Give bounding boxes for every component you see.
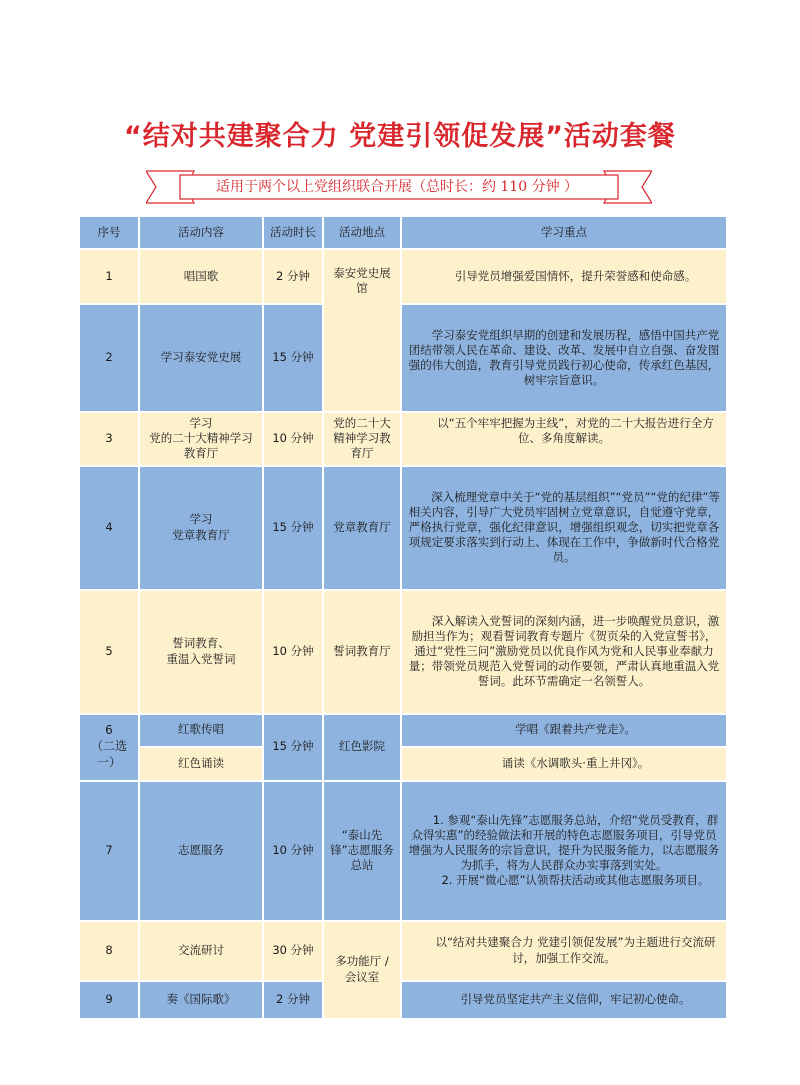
row-duration: 10 分钟 [263, 590, 323, 714]
row-content: 志愿服务 [139, 781, 263, 921]
row-content: 红歌传唱 [139, 714, 263, 747]
focus-text: 学习泰安党组织早期的创建和发展历程，感悟中国共产党团结带领人民在革命、建设、改革、发展中自立自强、奋发图强的伟大创造，教育引导党员践行初心使命，传承红色基因，树牢宗旨意识。 [408, 327, 720, 388]
row-content: 交流研讨 [139, 921, 263, 981]
header-content: 活动内容 [139, 216, 263, 249]
header-no: 序号 [79, 216, 139, 249]
row-duration: 15 分钟 [263, 304, 323, 412]
table-row [79, 921, 727, 981]
table-row [79, 714, 727, 747]
row-duration: 15 分钟 [263, 714, 323, 781]
row-content: 誓词教育、 重温入党誓词 [139, 590, 263, 714]
row-no: 7 [79, 781, 139, 921]
row-focus [401, 781, 727, 921]
table-row [79, 590, 727, 714]
row-focus [401, 590, 727, 714]
row-focus [401, 714, 727, 747]
row-location: 红色影院 [323, 714, 401, 781]
activity-table [78, 215, 728, 1020]
row-content: 学习 党章教育厅 [139, 466, 263, 590]
row-location: 多功能厅 / 会议室 [323, 921, 401, 1019]
table-row [79, 412, 727, 466]
page-title: “结对共建聚合力 党建引领促发展”活动套餐 [124, 121, 676, 152]
row-no: 4 [79, 466, 139, 590]
row-no: 3 [79, 412, 139, 466]
row-location: “泰山先锋”志愿服务总站 [323, 781, 401, 921]
table-row [79, 981, 727, 1019]
header-location: 活动地点 [323, 216, 401, 249]
focus-text: 1. 参观“泰山先锋”志愿服务总站，介绍“党员受教育，群众得实惠”的经验做法和开展的特色志愿服务项目，引导党员增强为人民服务的宗旨意识，提升为民服务能力，以志愿服务为抓手，将为人民群众办实事落到实处。 [408, 812, 720, 873]
row-no: 6 （二选一） [79, 714, 139, 781]
row-duration: 15 分钟 [263, 466, 323, 590]
focus-text: 引导党员坚定共产主义信仰，牢记初心使命。 [460, 991, 691, 1006]
row-no: 8 [79, 921, 139, 981]
table-row [79, 747, 727, 781]
row-focus [401, 249, 727, 304]
row-duration: 2 分钟 [263, 981, 323, 1019]
row-duration: 10 分钟 [263, 781, 323, 921]
row-location: 党章教育厅 [323, 466, 401, 590]
table-row [79, 466, 727, 590]
row-no: 1 [79, 249, 139, 304]
row-no: 9 [79, 981, 139, 1019]
row-location: 泰安党史展馆 [323, 249, 401, 412]
focus-text: 学唱《跟着共产党走》。 [515, 722, 636, 737]
row-focus [401, 747, 727, 781]
table-row [79, 249, 727, 304]
subtitle-ribbon [146, 167, 652, 207]
table-row [79, 781, 727, 921]
row-content: 唱国歌 [139, 249, 263, 304]
row-content: 红色诵读 [139, 747, 263, 781]
row-focus [401, 412, 727, 466]
row-content: 学习 党的二十大精神学习教育厅 [139, 412, 263, 466]
row-duration: 10 分钟 [263, 412, 323, 466]
row-duration: 30 分钟 [263, 921, 323, 981]
focus-text: 深入解读入党誓词的深刻内涵，进一步唤醒党员意识，激励担当作为；观看誓词教育专题片《贺页朵的入党宣誓书》，通过“党性三问”激励党员以优良作风为党和人民事业奉献力量；带领党员规范入党誓词的动作要领，严肃认真地重温入党誓词。此环节需确定一名领誓人。 [408, 613, 720, 689]
row-no: 5 [79, 590, 139, 714]
row-content: 奏《国际歌》 [139, 981, 263, 1019]
focus-text: 引导党员增强爱国情怀，提升荣誉感和使命感。 [454, 268, 697, 283]
focus-text: 深入梳理党章中关于“党的基层组织”“党员”“党的纪律”等相关内容，引导广大党员牢固树立党章意识，自觉遵守党章，严格执行党章，强化纪律意识，增强组织观念，切实把党章各项规定要求落实到行动上、体现在工作中，争做新时代合格党员。 [408, 489, 720, 565]
row-focus [401, 304, 727, 412]
row-focus [401, 466, 727, 590]
header-focus: 学习重点 [401, 216, 727, 249]
row-focus [401, 921, 727, 981]
row-content: 学习泰安党史展 [139, 304, 263, 412]
subtitle-text: 适用于两个以上党组织联合开展（总时长：约 110 分钟 ） [215, 179, 579, 195]
row-no: 2 [79, 304, 139, 412]
focus-text: 诵读《水调歌头·重上井冈》。 [501, 755, 650, 770]
header-duration: 活动时长 [263, 216, 323, 249]
row-duration: 2 分钟 [263, 249, 323, 304]
row-focus [401, 981, 727, 1019]
table-header-row [79, 216, 727, 249]
focus-text: 2. 开展“微心愿”认领帮扶活动或其他志愿服务项目。 [441, 873, 710, 888]
table-row [79, 304, 727, 412]
focus-text: 以“结对共建聚合力 党建引领促发展”为主题进行交流研讨，加强工作交流。 [435, 935, 716, 965]
row-location: 党的二十大精神学习教育厅 [323, 412, 401, 466]
focus-text: 以“五个牢牢把握为主线”，对党的二十大报告进行全方位、多角度解读。 [437, 416, 714, 446]
row-location: 誓词教育厅 [323, 590, 401, 714]
